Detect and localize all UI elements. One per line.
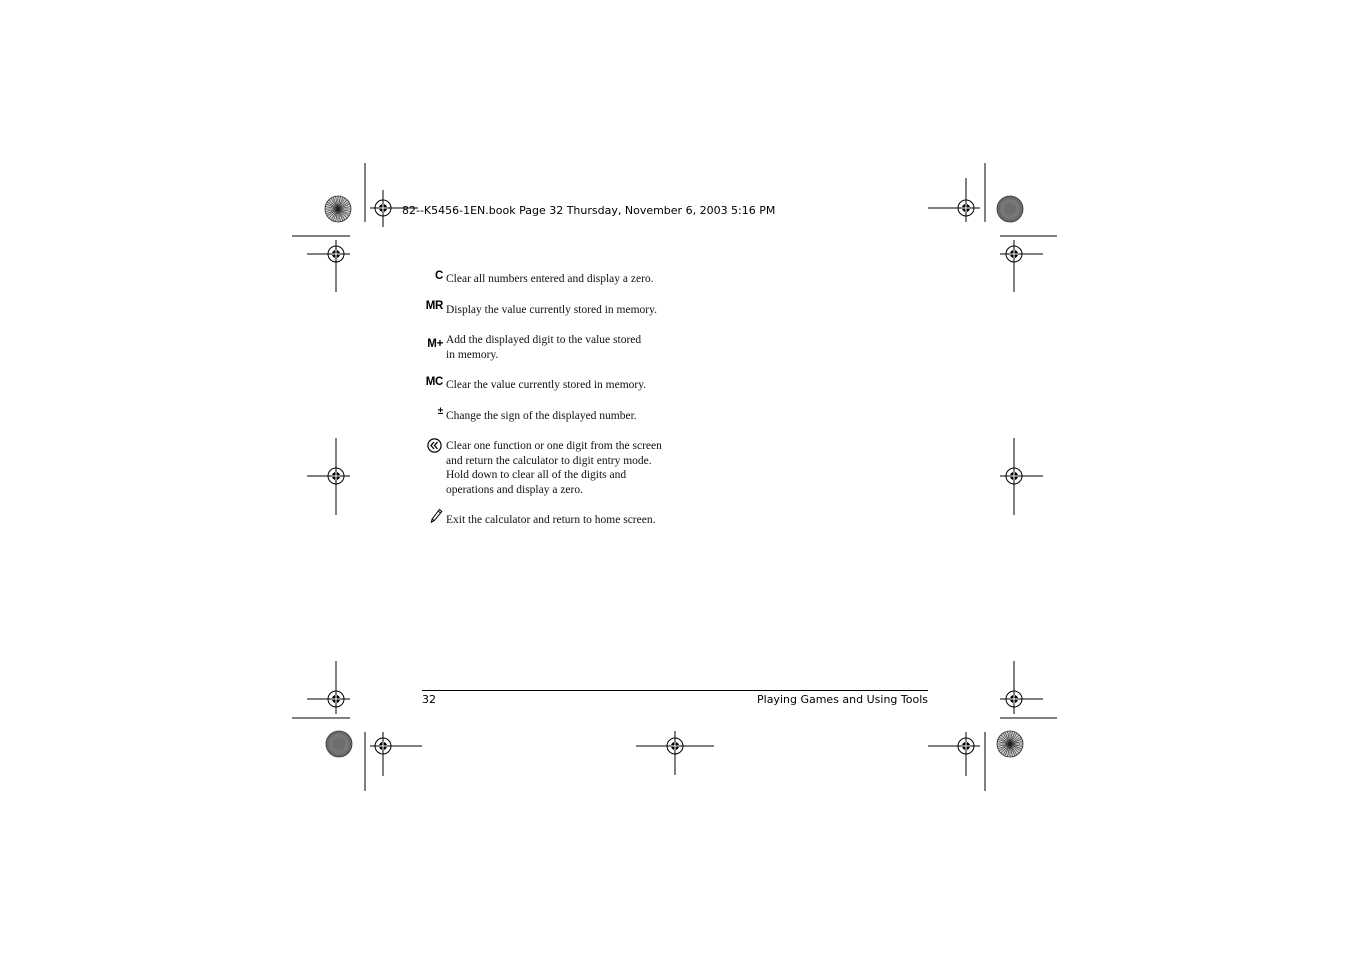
key-description-c: Clear all numbers entered and display a zero. <box>446 273 654 285</box>
key-description-mr: Display the value currently stored in memory. <box>446 304 657 316</box>
key-label-sign: ± <box>437 406 443 417</box>
pencil-icon <box>430 508 443 524</box>
page-number: 32 <box>422 693 436 706</box>
key-description-mplus: Add the displayed digit to the value stored in memory. <box>446 334 642 361</box>
key-label-mc: MC <box>425 376 443 388</box>
key-description-sign: Change the sign of the displayed number. <box>446 410 637 422</box>
key-description-back-clear: Clear one function or one digit from the screen and return the calculator to digit entry mode. Hold down to clear all of the digits and operations and display a zero. <box>446 440 662 496</box>
print-slug: 82--K5456-1EN.book Page 32 Thursday, November 6, 2003 5:16 PM <box>402 204 776 217</box>
section-title: Playing Games and Using Tools <box>757 693 928 706</box>
key-label-c: C <box>434 270 443 282</box>
key-description-exit: Exit the calculator and return to home screen. <box>446 514 656 526</box>
key-label-mr: MR <box>425 300 443 312</box>
key-description-mc: Clear the value currently stored in memory. <box>446 379 647 391</box>
key-label-mplus: M+ <box>427 338 443 350</box>
back-clear-icon <box>427 438 442 453</box>
footer-rule <box>422 690 928 691</box>
